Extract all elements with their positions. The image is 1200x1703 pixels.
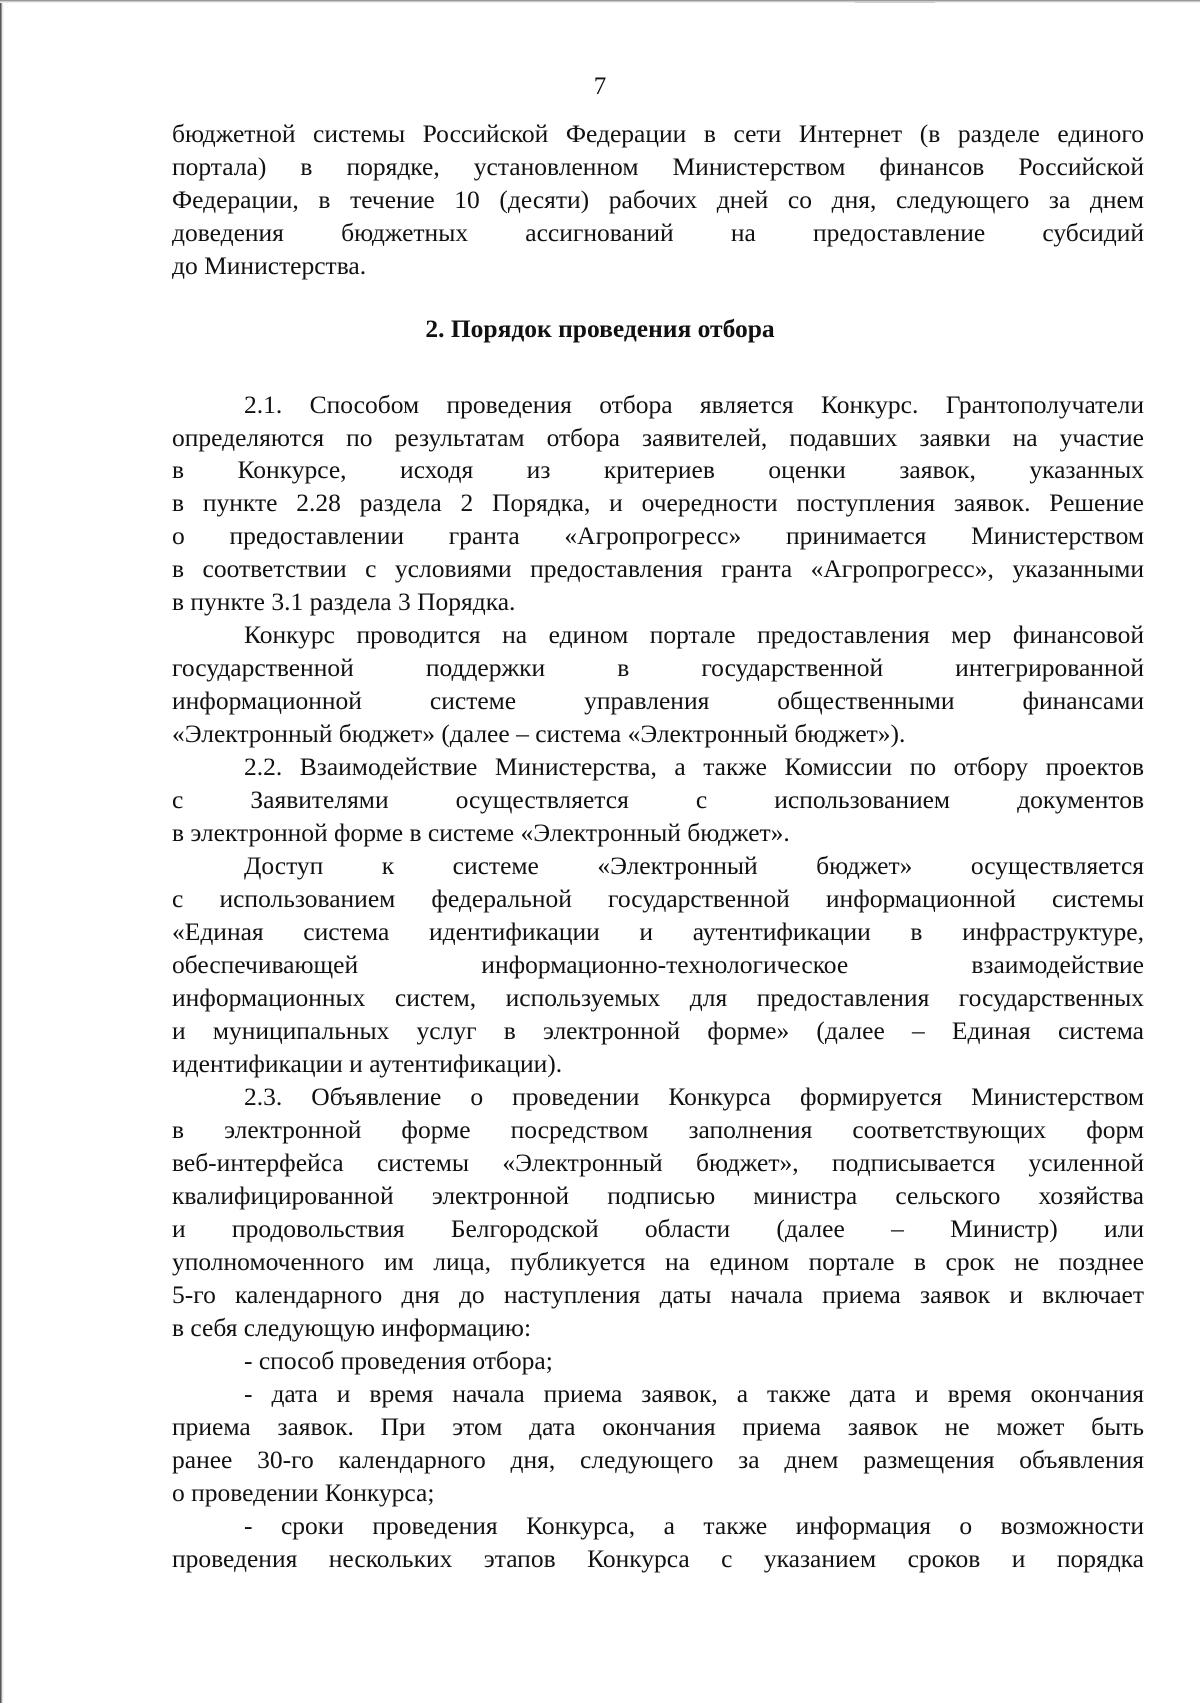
list-item: - сроки проведения Конкурса, а также информация о возможности — [244, 1511, 1144, 1540]
paragraph-line: «Электронный бюджет» (далее – система «Электронный бюджет»). — [172, 719, 906, 748]
intro-line: Федерации, в течение 10 (десяти) рабочих дней со дня, следующего за днем — [172, 185, 1144, 214]
paragraph-line: 2.1. Способом проведения отбора является Конкурс. Грантополучатели — [244, 390, 1144, 419]
paragraph-line: «Единая система идентификации и аутентификации в инфраструктуре, — [172, 917, 1144, 946]
intro-line: бюджетной системы Российской Федерации в сети Интернет (в разделе единого — [172, 119, 1144, 148]
paragraph-line: 5-го календарного дня до наступления даты начала приема заявок и включает — [172, 1280, 1144, 1309]
paragraph-line: информационных систем, используемых для предоставления государственных — [172, 983, 1144, 1012]
paragraph-line: информационной системе управления общественными финансами — [172, 686, 1144, 715]
paragraph-line: определяются по результатам отбора заявителей, подавших заявки на участие — [172, 423, 1144, 452]
paragraph-line: и продовольствия Белгородской области (далее – Министр) или — [172, 1214, 1144, 1243]
list-item: - способ проведения отбора; — [244, 1346, 553, 1375]
paragraph-line: квалифицированной электронной подписью министра сельского хозяйства — [172, 1181, 1144, 1210]
paragraph-line: идентификации и аутентификации). — [172, 1049, 563, 1078]
paragraph-line: Конкурс проводится на едином портале предоставления мер финансовой — [244, 620, 1144, 649]
paragraph-line: о проведении Конкурса; — [172, 1478, 435, 1507]
paragraph-line: в Конкурсе, исходя из критериев оценки заявок, указанных — [172, 455, 1144, 484]
paragraph-line: в пункте 3.1 раздела 3 Порядка. — [172, 587, 516, 616]
intro-line: доведения бюджетных ассигнований на предоставление субсидий — [172, 218, 1144, 247]
paragraph-line: уполномоченного им лица, публикуется на едином портале в срок не позднее — [172, 1247, 1144, 1276]
paragraph-line: в соответствии с условиями предоставления гранта «Агропрогресс», указанными — [172, 554, 1144, 583]
paragraph-line: Доступ к системе «Электронный бюджет» осуществляется — [244, 851, 1144, 880]
paragraph-line: с использованием федеральной государственной информационной системы — [172, 884, 1144, 913]
paragraph-line: приема заявок. При этом дата окончания приема заявок не может быть — [172, 1412, 1144, 1441]
scan-edge-top — [0, 0, 1200, 3]
scan-edge-left — [0, 0, 4, 1703]
intro-line: до Министерства. — [172, 251, 367, 280]
paragraph-line: в электронной форме посредством заполнения соответствующих форм — [172, 1115, 1144, 1144]
list-item: - дата и время начала приема заявок, а также дата и время окончания — [244, 1379, 1144, 1408]
paragraph-line: в себя следующую информацию: — [172, 1313, 532, 1342]
section-heading: 2. Порядок проведения отбора — [425, 314, 775, 343]
paragraph-line: и муниципальных услуг в электронной форме» (далее – Единая система — [172, 1016, 1144, 1045]
paragraph-line: 2.3. Объявление о проведении Конкурса формируется Министерством — [244, 1082, 1144, 1111]
paragraph-line: в пункте 2.28 раздела 2 Порядка, и очередности поступления заявок. Решение — [172, 488, 1144, 517]
paragraph-line: о предоставлении гранта «Агропрогресс» принимается Министерством — [172, 521, 1144, 550]
paragraph-line: с Заявителями осуществляется с использованием документов — [172, 785, 1144, 814]
paragraph-line: веб-интерфейса системы «Электронный бюджет», подписывается усиленной — [172, 1148, 1144, 1177]
paragraph-line: проведения нескольких этапов Конкурса с указанием сроков и порядка — [172, 1544, 1144, 1573]
page-number: 7 — [593, 73, 607, 100]
paragraph-line: 2.2. Взаимодействие Министерства, а также Комиссии по отбору проектов — [244, 752, 1144, 781]
paragraph-line: в электронной форме в системе «Электронный бюджет». — [172, 818, 790, 847]
paragraph-line: обеспечивающей информационно-технологическое взаимодействие — [172, 950, 1144, 979]
paragraph-line: ранее 30-го календарного дня, следующего за днем размещения объявления — [172, 1445, 1144, 1474]
paragraph-line: государственной поддержки в государственной интегрированной — [172, 653, 1144, 682]
scan-mark — [855, 2, 935, 3]
intro-line: портала) в порядке, установленном Министерством финансов Российской — [172, 152, 1144, 181]
